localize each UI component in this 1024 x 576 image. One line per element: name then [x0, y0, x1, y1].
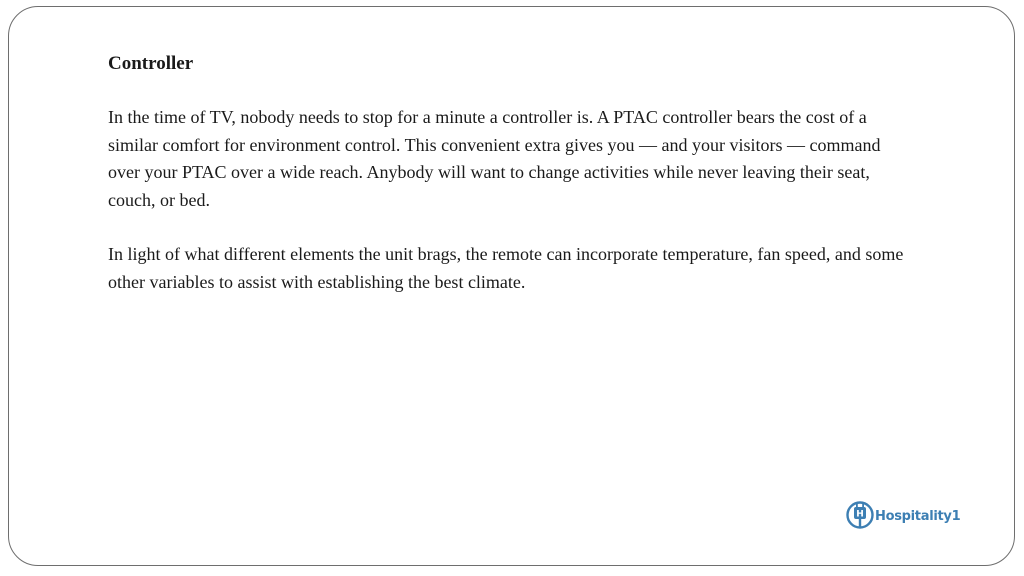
- paragraph-2: In light of what different elements the unit brags, the remote can incorporate temperature, fan speed, and some other variables to assist with establishing the best climate.: [108, 244, 904, 292]
- slide-heading: Controller: [108, 53, 194, 74]
- hotel-plug-logo-icon: [845, 500, 875, 530]
- svg-text:H: H: [856, 509, 864, 520]
- paragraph-1: In the time of TV, nobody needs to stop for a minute a controller is. A PTAC controller bears the cost of a similar comfort for environment control. This convenient extra gives you — and your visitors — command over your PTAC over a wide reach. Anybody will want to change activities while never leaving their seat, couch, or bed.: [108, 107, 881, 210]
- brand-logo: [845, 498, 960, 532]
- logo-text: Hospitality1: [875, 508, 961, 524]
- slide-content: [108, 52, 908, 323]
